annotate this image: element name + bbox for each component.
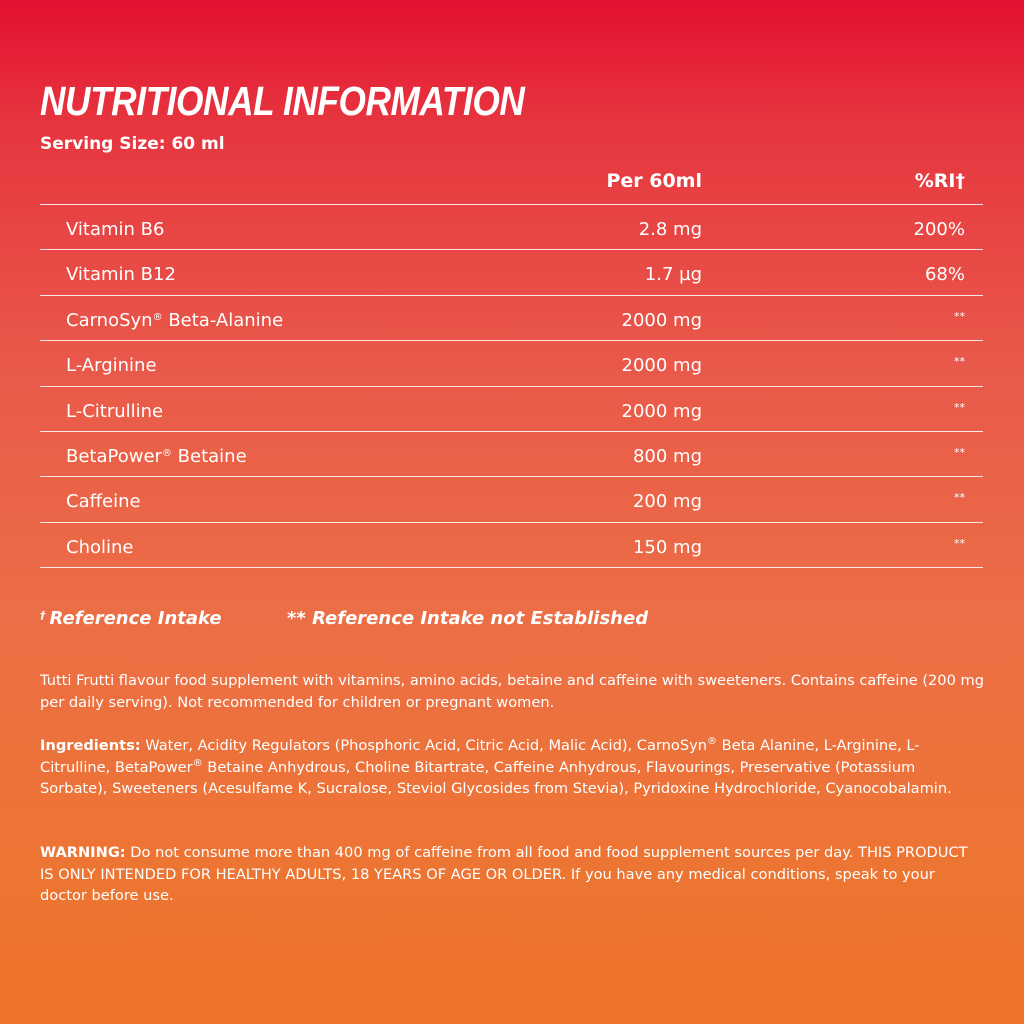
table-row <box>40 432 983 477</box>
nutrition-table <box>40 160 983 568</box>
nutrient-amount: 200 mg <box>632 491 702 513</box>
nutrient-ri: ** <box>954 309 965 323</box>
ingredients-text: Water, Acidity Regulators (Phosphoric Acid, Citric Acid, Malic Acid), CarnoSyn® Beta Alanine, L-Arginine, L-Citrulline, BetaPower® Betaine Anhydrous, Choline Bitartrate, Caffeine Anhydrous, Flavourings, Preservative (Potassium Sorbate), Sweeteners (Acesulfame K, Sucralose, Steviol Glycosides from Stevia), Pyridoxine Hydrochloride, Cyanocobalamin. <box>40 736 952 797</box>
nutrient-name: Vitamin B12 <box>66 264 176 286</box>
nutrient-ri: ** <box>954 445 965 459</box>
nutrient-name: L-Citrulline <box>66 400 164 422</box>
nutrient-amount: 2.8 mg <box>638 219 702 240</box>
table-row <box>40 477 983 522</box>
nutrient-name: Choline <box>66 536 134 558</box>
nutrient-name: L-Arginine <box>66 355 157 377</box>
table-row <box>40 250 983 295</box>
nutrient-name: Vitamin B6 <box>66 219 165 240</box>
table-body <box>40 205 983 568</box>
serving-size: Serving Size: 60 ml <box>40 134 225 154</box>
table-row <box>40 387 983 432</box>
nutrient-amount: 800 mg <box>632 445 702 467</box>
ingredients-label: Ingredients: <box>40 737 141 754</box>
nutrient-ri: ** <box>954 400 965 414</box>
table-row <box>40 205 983 250</box>
nutrient-amount: 2000 mg <box>621 355 702 377</box>
nutrient-amount: 2000 mg <box>621 400 702 422</box>
ingredients-paragraph <box>40 735 985 800</box>
column-header-per-60ml: Per 60ml <box>606 170 702 192</box>
nutrient-amount: 150 mg <box>632 536 702 558</box>
nutrient-ri: ** <box>954 355 965 369</box>
table-row <box>40 296 983 341</box>
nutrient-ri: 68% <box>924 264 965 286</box>
warning-paragraph <box>40 842 985 907</box>
nutrient-name: BetaPower® Betaine <box>66 445 247 467</box>
nutrient-amount: 1.7 µg <box>644 264 702 286</box>
product-description: Tutti Frutti flavour food supplement with vitamins, amino acids, betaine and caffeine with sweeteners. Contains caffeine (200 mg per daily serving). Not recommended for children or pregnant women. <box>40 672 984 711</box>
footnote-not-established: ** Reference Intake not Established <box>287 608 649 629</box>
nutrient-ri: 200% <box>913 219 965 240</box>
table-header <box>40 160 983 205</box>
table-row <box>40 341 983 386</box>
warning-label: WARNING: <box>40 844 126 861</box>
nutrient-amount: 2000 mg <box>621 309 702 331</box>
nutrient-name: CarnoSyn® Beta-Alanine <box>66 309 284 331</box>
footnote-reference-intake <box>40 608 222 629</box>
warning-text: Do not consume more than 400 mg of caffeine from all food and food supplement sources per day. THIS PRODUCT IS ONLY INTENDED FOR HEALTHY ADULTS, 18 YEARS OF AGE OR OLDER. If you have any medical conditions, speak to your doctor before use. <box>40 844 968 904</box>
column-header-ri: %RI† <box>914 170 965 192</box>
page-title: NUTRITIONAL INFORMATION <box>40 78 525 124</box>
nutrient-ri: ** <box>954 491 965 505</box>
nutrient-name: Caffeine <box>66 491 141 513</box>
nutrient-ri: ** <box>954 536 965 550</box>
table-row <box>40 523 983 568</box>
dagger-mark: † <box>40 609 46 622</box>
footnote-reference-intake-text: Reference Intake <box>49 608 222 629</box>
